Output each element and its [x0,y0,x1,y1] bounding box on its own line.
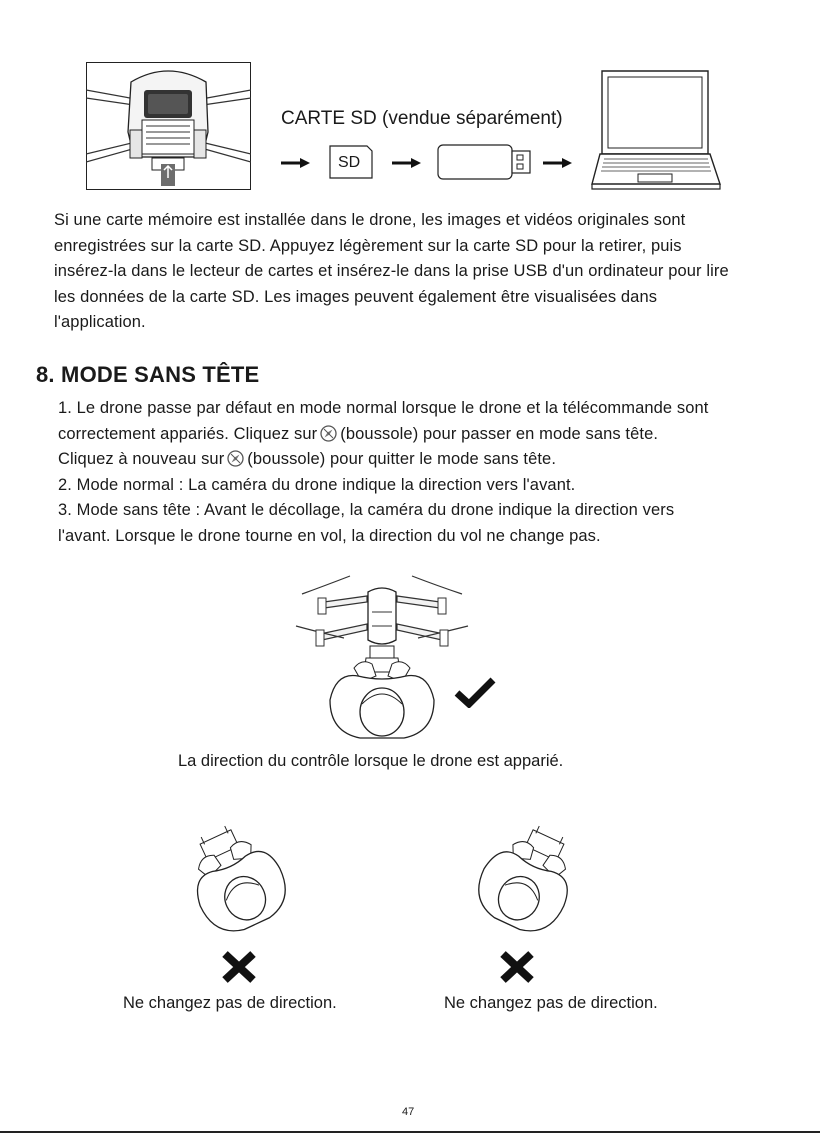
arrow-icon [543,157,573,169]
intro-line: Si une carte mémoire est installée dans le drone, les images et vidéos originales sont [54,211,686,229]
section-text: (boussole) pour passer en mode sans tête. [340,424,659,443]
wrong-caption-right: Ne changez pas de direction. [444,994,658,1012]
sd-card-caption: CARTE SD (vendue séparément) [281,108,563,129]
wrong-direction-illustration-left [186,822,298,934]
section-line: 3. Mode sans tête : Avant le décollage, la caméra du drone indique la direction vers [58,501,675,520]
cross-icon [499,950,535,984]
section-heading: 8. MODE SANS TÊTE [36,362,260,387]
intro-line: les données de la carte SD. Les images peuvent également être visualisées dans [54,287,658,306]
laptop-icon [590,68,722,192]
section-text: Cliquez à nouveau sur [58,450,225,469]
usb-card-reader-icon [437,144,533,180]
section-line: l'avant. Lorsque le drone tourne en vol, la direction du vol ne change pas. [58,526,601,545]
drone-sd-slot-illustration [86,62,251,190]
cross-icon [221,950,257,984]
intro-paragraph [54,208,729,336]
section-line [58,447,708,473]
section-line [58,422,708,448]
intro-line: enregistrées sur la carte SD. Appuyez légèrement sur la carte SD pour la retirer, puis [54,236,682,255]
section-body [58,396,708,550]
sd-card-icon [329,145,373,179]
footer-rule [0,1131,820,1133]
section-text: correctement appariés. Cliquez sur [58,424,318,443]
sd-card-label: SD [338,154,361,171]
paired-caption: La direction du contrôle lorsque le drone est apparié. [178,752,564,770]
compass-icon [320,425,337,442]
arrow-icon [392,157,422,169]
wrong-direction-illustration-right [466,822,578,934]
page-number: 47 [402,1106,415,1118]
section-line: 1. Le drone passe par défaut en mode normal lorsque le drone et la télécommande sont [58,399,709,417]
intro-line: l'application. [54,313,146,332]
intro-line: insérez-la dans le lecteur de cartes et insérez-le dans la prise USB d'un ordinateur pour lire [54,262,729,281]
paired-drone-illustration [292,572,472,742]
checkmark-icon [454,676,496,708]
arrow-icon [281,157,311,169]
section-line: 2. Mode normal : La caméra du drone indique la direction vers l'avant. [58,475,576,494]
wrong-caption-left: Ne changez pas de direction. [123,994,337,1012]
section-text: (boussole) pour quitter le mode sans tête. [247,450,556,469]
drone-bottom-image [86,62,251,190]
compass-icon [227,450,244,467]
